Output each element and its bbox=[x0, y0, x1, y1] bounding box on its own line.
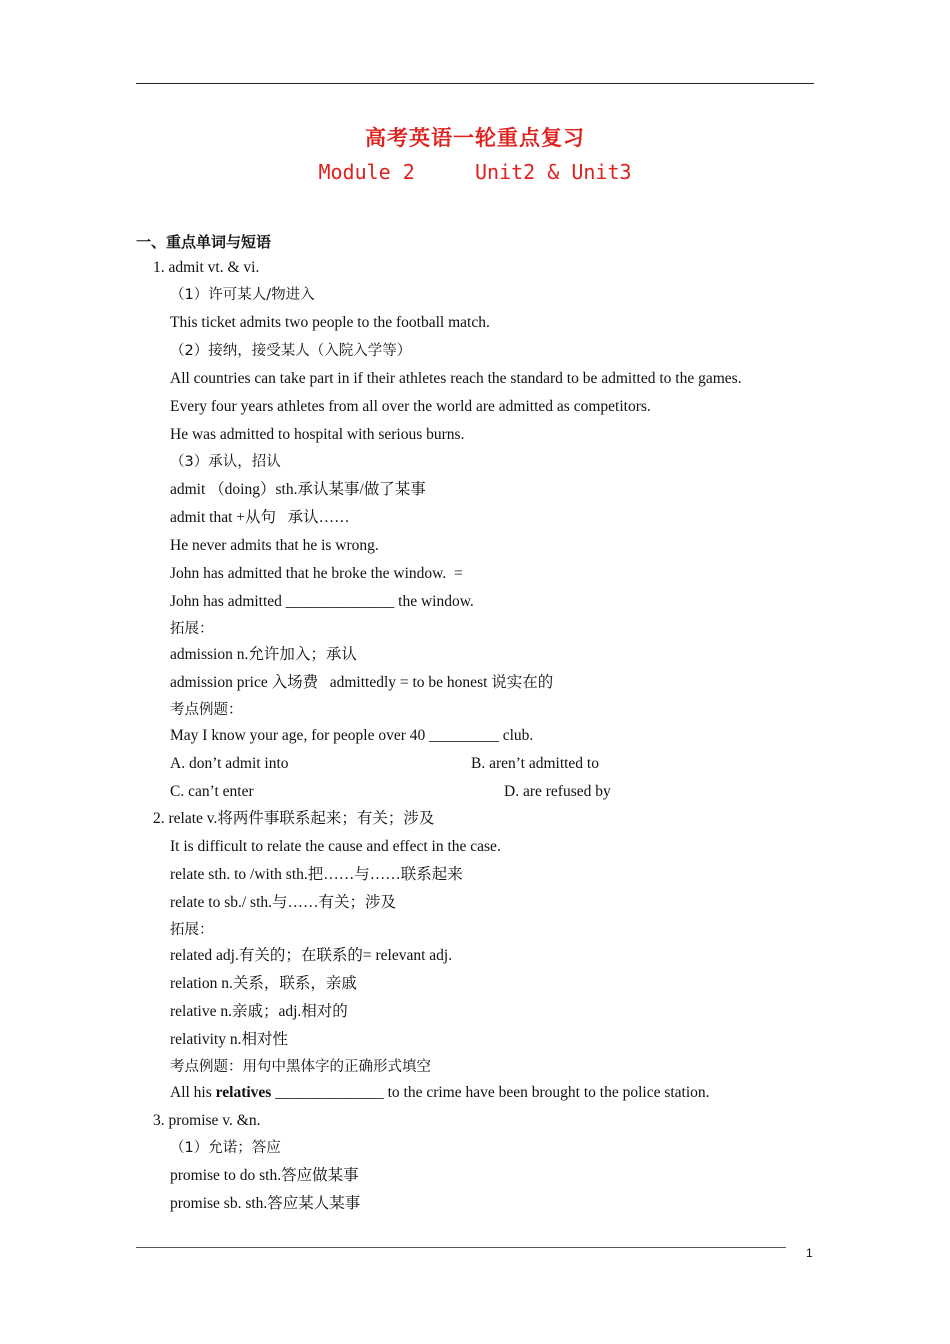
page-number: 1 bbox=[806, 1246, 813, 1260]
fill-blank-sentence: John has admitted ______________ the window. bbox=[170, 593, 474, 610]
usage-line: relative n.亲戚；adj.相对的 bbox=[170, 1003, 348, 1020]
exercise-text: All his bbox=[170, 1084, 216, 1101]
document-subtitle: Module 2 Unit2 & Unit3 bbox=[318, 160, 632, 184]
usage-line: relativity n.相对性 bbox=[170, 1031, 288, 1048]
sense-heading: （1）允诺；答应 bbox=[170, 1140, 281, 1156]
item-heading: 3. promise v. &n. bbox=[153, 1112, 261, 1129]
sense-heading: （1）许可某人/物进入 bbox=[170, 287, 315, 303]
option-a: A. don’t admit into bbox=[170, 755, 289, 772]
exercise-label: 考点例题： bbox=[170, 702, 243, 718]
document-title: 高考英语一轮重点复习 bbox=[365, 126, 585, 150]
bold-keyword: relatives bbox=[215, 1084, 272, 1101]
usage-line: relate sth. to /with sth.把……与……联系起来 bbox=[170, 866, 463, 883]
example-sentence: He was admitted to hospital with serious burns. bbox=[170, 426, 465, 443]
usage-line: related adj.有关的；在联系的= relevant adj. bbox=[170, 947, 453, 964]
item-heading: 1. admit vt. & vi. bbox=[153, 259, 260, 276]
sense-heading: （2）接纳，接受某人（入院入学等） bbox=[170, 343, 412, 359]
option-c: C. can’t enter bbox=[170, 783, 254, 800]
exercise-label: 考点例题：用句中黑体字的正确形式填空 bbox=[170, 1059, 431, 1075]
item-heading: 2. relate v.将两件事联系起来；有关；涉及 bbox=[153, 810, 435, 827]
example-sentence: Every four years athletes from all over the world are admitted as competitors. bbox=[170, 398, 651, 415]
usage-line: admission n.允许加入；承认 bbox=[170, 646, 357, 663]
usage-line: admit that +从句 承认…… bbox=[170, 509, 350, 526]
example-sentence: This ticket admits two people to the football match. bbox=[170, 314, 490, 331]
section-heading: 一、重点单词与短语 bbox=[136, 233, 272, 251]
sense-heading: （3）承认，招认 bbox=[170, 454, 281, 470]
usage-line: promise to do sth.答应做某事 bbox=[170, 1167, 359, 1184]
exercise-question: May I know your age, for people over 40 _________ club. bbox=[170, 727, 534, 744]
usage-line: relate to sb./ sth.与……有关；涉及 bbox=[170, 894, 397, 911]
exercise-question bbox=[170, 1083, 710, 1103]
example-sentence: All countries can take part in if their athletes reach the standard to be admitted to the games. bbox=[170, 370, 742, 387]
usage-line: admission price 入场费 admittedly = to be honest 说实在的 bbox=[170, 674, 554, 691]
footer-rule bbox=[136, 1247, 786, 1248]
example-sentence: It is difficult to relate the cause and effect in the case. bbox=[170, 838, 501, 855]
option-b: B. aren’t admitted to bbox=[471, 755, 599, 772]
usage-line: promise sb. sth.答应某人某事 bbox=[170, 1195, 361, 1212]
option-d: D. are refused by bbox=[504, 783, 611, 800]
exercise-text: ______________ to the crime have been brought to the police station. bbox=[271, 1084, 710, 1101]
extension-label: 拓展： bbox=[170, 621, 214, 637]
usage-line: relation n.关系，联系，亲戚 bbox=[170, 975, 357, 992]
extension-label: 拓展： bbox=[170, 922, 214, 938]
example-sentence: He never admits that he is wrong. bbox=[170, 537, 379, 554]
example-sentence: John has admitted that he broke the window. = bbox=[170, 565, 463, 582]
usage-line: admit （doing）sth.承认某事/做了某事 bbox=[170, 481, 426, 498]
header-rule bbox=[136, 83, 814, 84]
